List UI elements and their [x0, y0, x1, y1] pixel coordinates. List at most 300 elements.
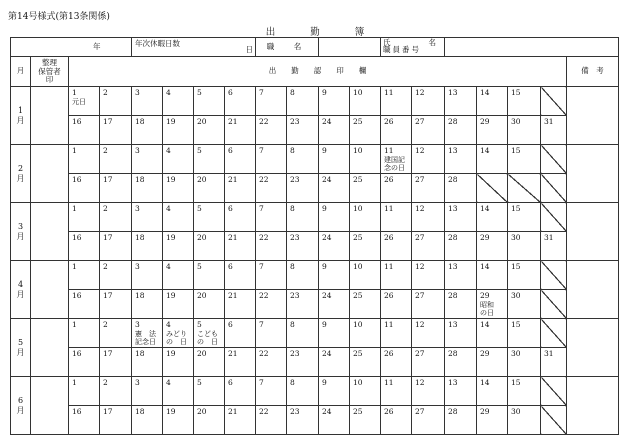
- year-field[interactable]: [11, 38, 132, 57]
- day-cell[interactable]: [100, 145, 132, 174]
- day-cell[interactable]: [194, 203, 225, 232]
- day-cell[interactable]: [287, 290, 319, 319]
- day-cell[interactable]: [225, 87, 256, 116]
- day-number: 30: [511, 233, 521, 242]
- day-cell[interactable]: [287, 174, 319, 203]
- day-cell[interactable]: [381, 406, 412, 435]
- day-cell[interactable]: [69, 348, 100, 377]
- day-number: 19: [166, 407, 176, 416]
- day-cell[interactable]: [445, 348, 477, 377]
- day-cell[interactable]: [412, 261, 445, 290]
- day-cell[interactable]: [412, 87, 445, 116]
- day-number: 1: [72, 88, 77, 97]
- day-cell[interactable]: [350, 261, 381, 290]
- day-number: 30: [511, 349, 521, 358]
- day-cell[interactable]: [163, 319, 194, 348]
- day-cell[interactable]: [256, 203, 287, 232]
- day-number: 1: [72, 204, 77, 213]
- day-cell[interactable]: [100, 348, 132, 377]
- month-row-first-half: [11, 203, 619, 232]
- day-cell[interactable]: [319, 406, 350, 435]
- day-number: 23: [290, 117, 300, 126]
- day-cell[interactable]: [225, 290, 256, 319]
- day-cell[interactable]: [508, 203, 541, 232]
- day-number: 21: [228, 117, 238, 126]
- day-cell[interactable]: [132, 145, 163, 174]
- month-label: 1 月: [11, 87, 31, 145]
- blank-diagonal-cell: [541, 377, 567, 406]
- day-cell[interactable]: [225, 116, 256, 145]
- blank-diagonal-cell: [541, 87, 567, 116]
- day-cell[interactable]: [163, 377, 194, 406]
- day-number: 19: [166, 117, 176, 126]
- day-cell[interactable]: [381, 145, 412, 174]
- day-cell[interactable]: [194, 145, 225, 174]
- day-cell[interactable]: [287, 203, 319, 232]
- blank-diagonal-cell: [508, 174, 541, 203]
- day-cell[interactable]: [256, 319, 287, 348]
- day-number: 3: [135, 88, 140, 97]
- day-cell[interactable]: [163, 203, 194, 232]
- day-cell[interactable]: [445, 145, 477, 174]
- day-cell[interactable]: [132, 203, 163, 232]
- day-cell[interactable]: [350, 319, 381, 348]
- day-cell[interactable]: [319, 377, 350, 406]
- day-cell[interactable]: [69, 87, 100, 116]
- day-cell[interactable]: [287, 377, 319, 406]
- day-number: 16: [72, 349, 82, 358]
- day-cell[interactable]: [69, 116, 100, 145]
- day-cell[interactable]: [132, 232, 163, 261]
- remarks-cell[interactable]: [567, 319, 619, 377]
- day-cell[interactable]: [256, 87, 287, 116]
- day-cell[interactable]: [194, 116, 225, 145]
- day-number: 27: [415, 233, 425, 242]
- day-cell[interactable]: [445, 87, 477, 116]
- day-number: 9: [322, 146, 327, 155]
- day-number: 6: [228, 378, 233, 387]
- day-number: 15: [511, 320, 521, 329]
- manager-seal-cell[interactable]: [31, 145, 69, 203]
- name-field[interactable]: [445, 38, 619, 57]
- day-cell[interactable]: [100, 261, 132, 290]
- day-cell[interactable]: [508, 377, 541, 406]
- day-cell[interactable]: [163, 261, 194, 290]
- day-cell[interactable]: [381, 232, 412, 261]
- day-cell[interactable]: [132, 87, 163, 116]
- day-cell[interactable]: [225, 319, 256, 348]
- day-cell[interactable]: [287, 232, 319, 261]
- remarks-cell[interactable]: [567, 87, 619, 145]
- day-cell[interactable]: [477, 232, 508, 261]
- day-number: 10: [353, 88, 363, 97]
- day-cell[interactable]: [225, 174, 256, 203]
- day-cell[interactable]: [541, 232, 567, 261]
- month-row-second-half: [11, 348, 619, 377]
- day-number: 18: [135, 291, 145, 300]
- blank-diagonal-cell: [541, 145, 567, 174]
- day-cell[interactable]: [69, 145, 100, 174]
- day-number: 21: [228, 291, 238, 300]
- day-number: 25: [353, 407, 363, 416]
- day-cell[interactable]: [69, 174, 100, 203]
- day-cell[interactable]: [225, 377, 256, 406]
- day-cell[interactable]: [508, 145, 541, 174]
- day-number: 3: [135, 262, 140, 271]
- day-cell[interactable]: [412, 290, 445, 319]
- day-cell[interactable]: [319, 261, 350, 290]
- day-cell[interactable]: [69, 290, 100, 319]
- day-cell[interactable]: [319, 174, 350, 203]
- day-number: 4: [166, 146, 171, 155]
- day-number: 15: [511, 146, 521, 155]
- day-cell[interactable]: [194, 348, 225, 377]
- day-number: 24: [322, 233, 332, 242]
- day-cell[interactable]: [69, 406, 100, 435]
- day-cell[interactable]: [132, 116, 163, 145]
- day-cell[interactable]: [163, 145, 194, 174]
- day-cell[interactable]: [412, 377, 445, 406]
- day-cell[interactable]: [194, 319, 225, 348]
- day-cell[interactable]: [163, 232, 194, 261]
- header-row-2: [11, 57, 619, 87]
- manager-seal-column-header: 整理 保管者 印: [31, 57, 69, 87]
- day-number: 16: [72, 117, 82, 126]
- day-cell[interactable]: [477, 145, 508, 174]
- day-cell[interactable]: [319, 290, 350, 319]
- day-cell[interactable]: [256, 232, 287, 261]
- day-cell[interactable]: [163, 87, 194, 116]
- day-cell[interactable]: [194, 174, 225, 203]
- manager-seal-cell[interactable]: [31, 261, 69, 319]
- day-cell[interactable]: [445, 203, 477, 232]
- day-cell[interactable]: [445, 232, 477, 261]
- day-number: 27: [415, 349, 425, 358]
- day-number: 2: [103, 262, 108, 271]
- day-number: 13: [448, 262, 458, 271]
- day-number: 20: [197, 233, 207, 242]
- day-cell[interactable]: [69, 232, 100, 261]
- day-number: 1: [72, 378, 77, 387]
- day-number: 4: [166, 262, 171, 271]
- day-cell[interactable]: [163, 348, 194, 377]
- day-cell[interactable]: [132, 406, 163, 435]
- day-cell[interactable]: [100, 232, 132, 261]
- day-cell[interactable]: [412, 174, 445, 203]
- day-cell[interactable]: [477, 261, 508, 290]
- day-number: 26: [384, 175, 394, 184]
- day-cell[interactable]: [225, 261, 256, 290]
- day-number: 16: [72, 291, 82, 300]
- day-number: 31: [544, 117, 554, 126]
- month-label: 5 月: [11, 319, 31, 377]
- day-cell[interactable]: [350, 290, 381, 319]
- day-cell[interactable]: [508, 290, 541, 319]
- day-cell[interactable]: [194, 406, 225, 435]
- day-cell[interactable]: [256, 377, 287, 406]
- day-cell[interactable]: [100, 406, 132, 435]
- day-cell[interactable]: [381, 116, 412, 145]
- day-cell[interactable]: [350, 116, 381, 145]
- day-cell[interactable]: [508, 261, 541, 290]
- day-cell[interactable]: [445, 261, 477, 290]
- day-cell[interactable]: [381, 261, 412, 290]
- day-number: 10: [353, 320, 363, 329]
- job-title-field[interactable]: [319, 38, 381, 57]
- blank-diagonal-cell: [477, 174, 508, 203]
- day-number: 18: [135, 233, 145, 242]
- day-cell[interactable]: [412, 348, 445, 377]
- day-number: 18: [135, 117, 145, 126]
- day-number: 23: [290, 233, 300, 242]
- day-number: 17: [103, 349, 113, 358]
- day-cell[interactable]: [319, 348, 350, 377]
- month-row-first-half: [11, 87, 619, 116]
- day-cell[interactable]: [508, 87, 541, 116]
- day-cell[interactable]: [69, 377, 100, 406]
- day-cell[interactable]: [350, 348, 381, 377]
- day-cell[interactable]: [100, 87, 132, 116]
- day-cell[interactable]: [541, 116, 567, 145]
- day-number: 28: [448, 117, 458, 126]
- day-cell[interactable]: [100, 290, 132, 319]
- year-label: 年: [93, 41, 101, 51]
- day-cell[interactable]: [163, 174, 194, 203]
- day-number: 1: [72, 262, 77, 271]
- holiday-label: 昭和 の日: [480, 300, 494, 317]
- day-cell[interactable]: [132, 290, 163, 319]
- day-number: 24: [322, 349, 332, 358]
- day-cell[interactable]: [319, 87, 350, 116]
- remarks-cell[interactable]: [567, 377, 619, 435]
- day-cell[interactable]: [132, 348, 163, 377]
- manager-seal-cell[interactable]: [31, 87, 69, 145]
- day-number: 20: [197, 117, 207, 126]
- manager-seal-cell[interactable]: [31, 377, 69, 435]
- day-cell[interactable]: [319, 203, 350, 232]
- day-cell[interactable]: [225, 145, 256, 174]
- manager-seal-cell[interactable]: [31, 319, 69, 377]
- day-cell[interactable]: [256, 406, 287, 435]
- day-cell[interactable]: [132, 377, 163, 406]
- day-cell[interactable]: [163, 116, 194, 145]
- day-cell[interactable]: [287, 87, 319, 116]
- day-cell[interactable]: [256, 348, 287, 377]
- day-number: 10: [353, 204, 363, 213]
- day-cell[interactable]: [287, 145, 319, 174]
- day-cell[interactable]: [319, 145, 350, 174]
- day-cell[interactable]: [287, 116, 319, 145]
- day-cell[interactable]: [412, 406, 445, 435]
- day-number: 22: [259, 175, 269, 184]
- day-number: 25: [353, 175, 363, 184]
- day-cell[interactable]: [508, 116, 541, 145]
- day-number: 5: [197, 204, 202, 213]
- remarks-cell[interactable]: [567, 203, 619, 261]
- day-cell[interactable]: [445, 116, 477, 145]
- day-cell[interactable]: [445, 174, 477, 203]
- day-number: 18: [135, 349, 145, 358]
- day-number: 9: [322, 320, 327, 329]
- day-number: 7: [259, 204, 264, 213]
- day-cell[interactable]: [100, 116, 132, 145]
- day-cell[interactable]: [287, 348, 319, 377]
- month-row-second-half: [11, 116, 619, 145]
- day-cell[interactable]: [163, 406, 194, 435]
- day-cell[interactable]: [100, 203, 132, 232]
- day-cell[interactable]: [508, 348, 541, 377]
- day-number: 5: [197, 320, 202, 329]
- day-cell[interactable]: [163, 290, 194, 319]
- day-cell[interactable]: [445, 319, 477, 348]
- day-number: 6: [228, 146, 233, 155]
- day-number: 9: [322, 378, 327, 387]
- annual-leave-label: 年次休暇日数: [135, 39, 180, 48]
- day-cell[interactable]: [477, 377, 508, 406]
- day-cell[interactable]: [194, 290, 225, 319]
- day-number: 24: [322, 407, 332, 416]
- day-cell[interactable]: [541, 348, 567, 377]
- day-cell[interactable]: [508, 406, 541, 435]
- month-row-first-half: [11, 261, 619, 290]
- day-cell[interactable]: [508, 232, 541, 261]
- day-cell[interactable]: [225, 348, 256, 377]
- day-cell[interactable]: [69, 319, 100, 348]
- day-cell[interactable]: [350, 87, 381, 116]
- day-cell[interactable]: [412, 203, 445, 232]
- day-cell[interactable]: [477, 87, 508, 116]
- day-cell[interactable]: [412, 319, 445, 348]
- day-cell[interactable]: [477, 406, 508, 435]
- day-number: 23: [290, 175, 300, 184]
- day-cell[interactable]: [225, 232, 256, 261]
- remarks-cell[interactable]: [567, 145, 619, 203]
- day-number: 11: [384, 320, 394, 329]
- staff-number-label: 職員番号: [383, 45, 421, 55]
- day-number: 1: [72, 320, 77, 329]
- day-cell[interactable]: [256, 145, 287, 174]
- day-cell[interactable]: [350, 232, 381, 261]
- annual-leave-field[interactable]: [132, 38, 256, 57]
- day-number: 17: [103, 291, 113, 300]
- holiday-label: 元日: [72, 97, 86, 106]
- day-cell[interactable]: [381, 203, 412, 232]
- blank-diagonal-cell: [541, 290, 567, 319]
- day-cell[interactable]: [319, 319, 350, 348]
- day-cell[interactable]: [412, 116, 445, 145]
- month-row-second-half: [11, 174, 619, 203]
- day-number: 15: [511, 378, 521, 387]
- day-number: 21: [228, 349, 238, 358]
- day-cell[interactable]: [194, 377, 225, 406]
- name-staff-label-cell: [381, 38, 445, 57]
- day-cell[interactable]: [69, 203, 100, 232]
- day-cell[interactable]: [132, 174, 163, 203]
- day-number: 16: [72, 407, 82, 416]
- day-number: 17: [103, 407, 113, 416]
- day-number: 13: [448, 204, 458, 213]
- day-number: 11: [384, 204, 394, 213]
- day-cell[interactable]: [477, 290, 508, 319]
- day-cell[interactable]: [477, 348, 508, 377]
- day-cell[interactable]: [100, 319, 132, 348]
- day-cell[interactable]: [445, 406, 477, 435]
- day-number: 28: [448, 407, 458, 416]
- day-cell[interactable]: [381, 319, 412, 348]
- day-number: 4: [166, 88, 171, 97]
- day-cell[interactable]: [381, 377, 412, 406]
- day-cell[interactable]: [287, 261, 319, 290]
- day-cell[interactable]: [350, 145, 381, 174]
- day-cell[interactable]: [381, 290, 412, 319]
- day-cell[interactable]: [69, 261, 100, 290]
- day-number: 2: [103, 146, 108, 155]
- day-cell[interactable]: [412, 145, 445, 174]
- day-cell[interactable]: [225, 406, 256, 435]
- month-row-second-half: [11, 290, 619, 319]
- day-cell[interactable]: [256, 174, 287, 203]
- day-cell[interactable]: [350, 377, 381, 406]
- day-cell[interactable]: [194, 261, 225, 290]
- day-cell[interactable]: [350, 174, 381, 203]
- day-cell[interactable]: [132, 261, 163, 290]
- day-cell[interactable]: [319, 116, 350, 145]
- day-cell[interactable]: [287, 406, 319, 435]
- day-number: 20: [197, 175, 207, 184]
- day-cell[interactable]: [225, 203, 256, 232]
- day-cell[interactable]: [194, 87, 225, 116]
- day-cell[interactable]: [477, 319, 508, 348]
- day-cell[interactable]: [445, 290, 477, 319]
- day-cell[interactable]: [445, 377, 477, 406]
- day-number: 13: [448, 146, 458, 155]
- day-cell[interactable]: [319, 232, 350, 261]
- blank-diagonal-cell: [541, 406, 567, 435]
- day-cell[interactable]: [477, 203, 508, 232]
- day-cell[interactable]: [287, 319, 319, 348]
- day-number: 2: [103, 378, 108, 387]
- day-cell[interactable]: [256, 290, 287, 319]
- remarks-cell[interactable]: [567, 261, 619, 319]
- day-cell[interactable]: [350, 203, 381, 232]
- month-label: 6 月: [11, 377, 31, 435]
- manager-seal-cell[interactable]: [31, 203, 69, 261]
- day-number: 6: [228, 204, 233, 213]
- day-cell[interactable]: [100, 377, 132, 406]
- day-number: 23: [290, 291, 300, 300]
- month-row-first-half: [11, 319, 619, 348]
- day-number: 23: [290, 349, 300, 358]
- day-number: 26: [384, 349, 394, 358]
- day-cell[interactable]: [100, 174, 132, 203]
- day-cell[interactable]: [381, 348, 412, 377]
- day-cell[interactable]: [412, 232, 445, 261]
- day-cell[interactable]: [477, 116, 508, 145]
- day-cell[interactable]: [194, 232, 225, 261]
- day-cell[interactable]: [350, 406, 381, 435]
- day-number: 3: [135, 204, 140, 213]
- day-number: 26: [384, 407, 394, 416]
- day-cell[interactable]: [381, 174, 412, 203]
- day-number: 9: [322, 204, 327, 213]
- day-number: 31: [544, 349, 554, 358]
- day-cell[interactable]: [256, 116, 287, 145]
- day-cell[interactable]: [381, 87, 412, 116]
- day-cell[interactable]: [132, 319, 163, 348]
- day-cell[interactable]: [508, 319, 541, 348]
- day-number: 15: [511, 262, 521, 271]
- day-cell[interactable]: [256, 261, 287, 290]
